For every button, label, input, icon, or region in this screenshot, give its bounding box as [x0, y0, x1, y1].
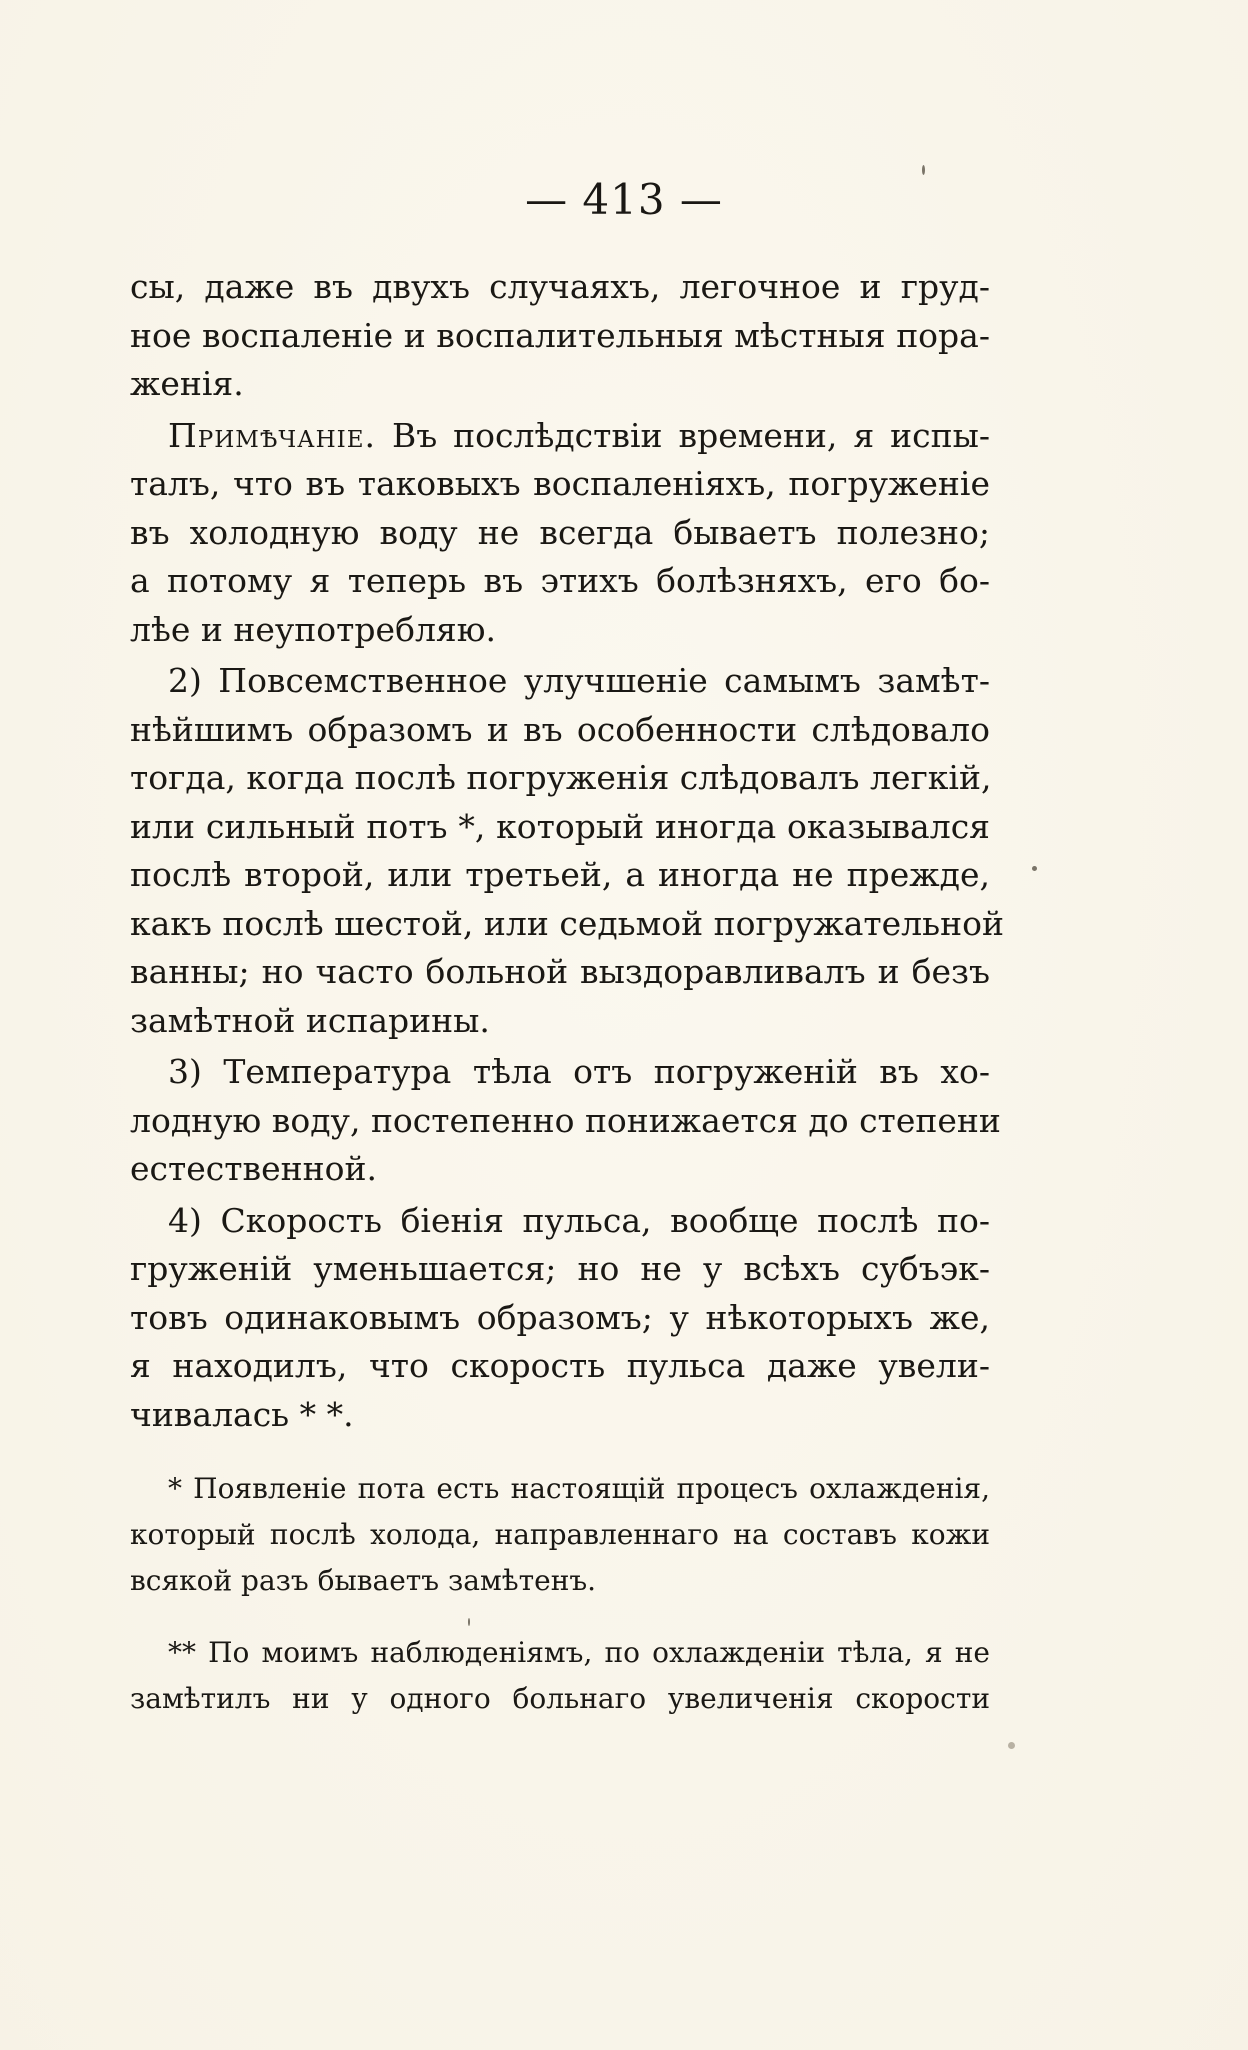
text-line: лодную воду, постепенно понижается до степени [130, 1100, 1001, 1140]
text-line: ванны; но часто больной выздоравливалъ и безъ [130, 952, 990, 991]
page-number: — 413 — [525, 175, 723, 224]
text-line: талъ, что въ таковыхъ воспаленіяхъ, погруженіе [130, 464, 990, 503]
text-line: послѣ второй, или третьей, а иногда не прежде, [130, 855, 990, 894]
note-heading: Примѣчаніе. [168, 415, 376, 455]
text-line: 2) Повсемственное улучшеніе самымъ замѣт- [168, 661, 990, 700]
text-line: сы, даже въ двухъ случаяхъ, легочное и груд- [130, 267, 990, 306]
text-line [130, 412, 990, 461]
text-line: чивалась * *. [130, 1394, 354, 1434]
text-line: груженій уменьшается; но не у всѣхъ субъэк- [130, 1249, 990, 1288]
text-line: или сильный потъ *, который иногда оказывался [130, 806, 990, 846]
footnote-line: замѣтилъ ни у одного больнаго увеличенія скорости [130, 1682, 990, 1715]
scan-speck [1032, 866, 1037, 871]
footnote-1 [130, 1466, 990, 1604]
footnote-line: * Появленіе пота есть настоящій процесъ охлажденія, [168, 1472, 990, 1505]
text-line: замѣтной испарины. [130, 1000, 490, 1040]
text-line: въ холодную воду не всегда бываетъ полезно; [130, 512, 990, 552]
text-line: 4) Скорость біенія пульса, вообще послѣ по- [168, 1200, 990, 1240]
text-line: тогда, когда послѣ погруженія слѣдовалъ легкій, [130, 758, 992, 797]
text-line: нѣйшимъ образомъ и въ особенности слѣдовало [130, 709, 990, 749]
text-span: Въ послѣдствіи времени, я испы- [376, 415, 990, 455]
body-text [130, 263, 1004, 1439]
footnote-line: всякой разъ бываетъ замѣтенъ. [130, 1564, 597, 1597]
text-line: а потому я теперь въ этихъ болѣзняхъ, его бо- [130, 561, 990, 600]
footnote-line: который послѣ холода, направленнаго на составъ кожи [130, 1518, 990, 1551]
text-line: ное воспаленіе и воспалительныя мѣстныя пора- [130, 315, 990, 355]
scan-speck [922, 165, 925, 175]
text-line: я находилъ, что скорость пульса даже увели- [130, 1346, 990, 1385]
scan-speck [468, 1618, 470, 1626]
text-line: лѣе и неупотребляю. [130, 609, 496, 649]
text-line: 3) Температура тѣла отъ погруженій въ хо- [168, 1052, 990, 1091]
footnote-line: ** По моимъ наблюденіямъ, по охлажденіи тѣла, я не [168, 1636, 990, 1669]
text-line: женія. [130, 364, 244, 403]
text-line: товъ одинаковымъ образомъ; у нѣкоторыхъ же, [130, 1297, 990, 1337]
scan-speck [1008, 1742, 1015, 1749]
text-line: какъ послѣ шестой, или седьмой погружательной [130, 903, 1004, 943]
text-line: естественной. [130, 1149, 377, 1188]
footnote-2 [130, 1630, 990, 1722]
